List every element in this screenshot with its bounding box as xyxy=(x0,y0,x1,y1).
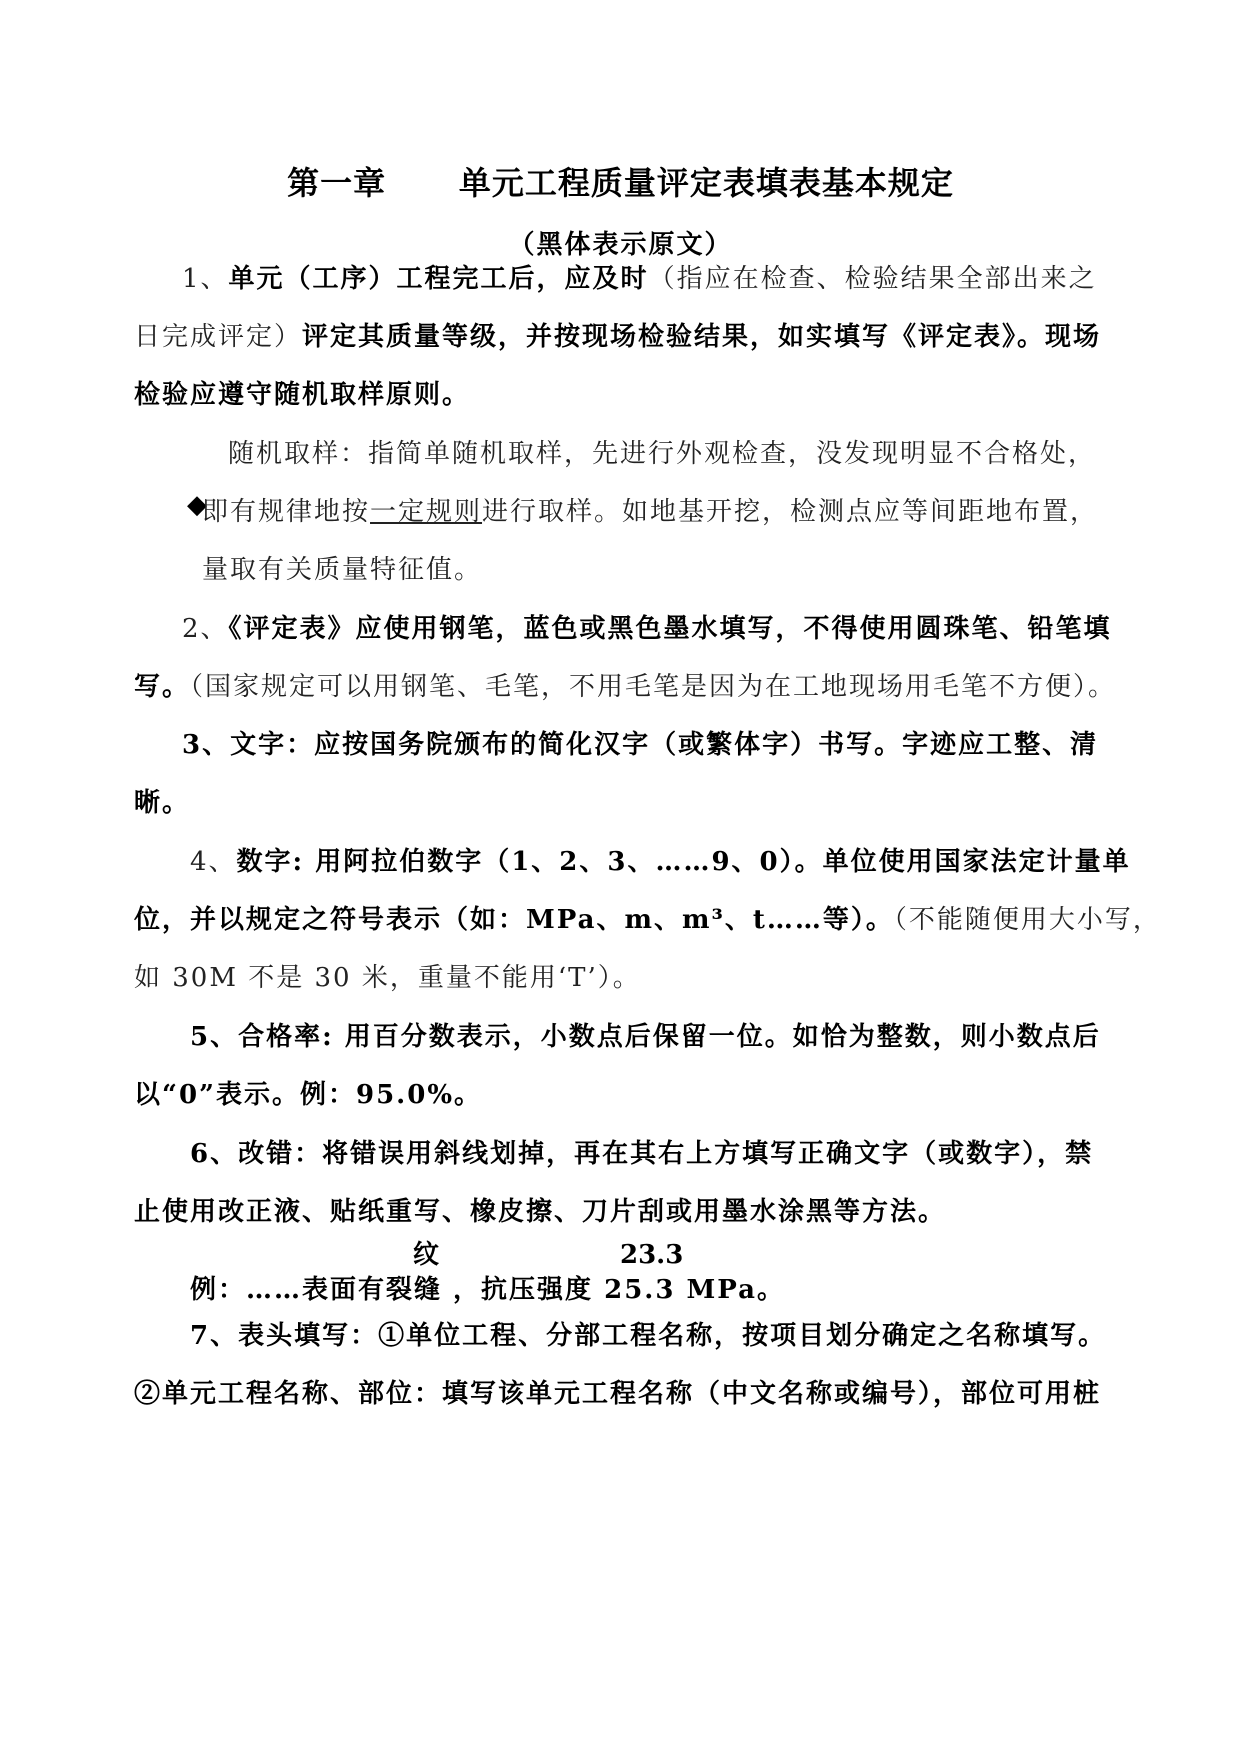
p1-note-end: 日完成评定） xyxy=(134,322,303,352)
p3-line-2: 晰。 xyxy=(134,788,191,818)
chapter-title: 第一章 单元工程质量评定表填表基本规定 xyxy=(287,164,954,202)
p4-note-text: （不能随便用大小写， xyxy=(893,905,1161,935)
p6-line-2: 止使用改正液、贴纸重写、橡皮擦、刀片刮或用墨水涂黑等方法。 xyxy=(134,1197,947,1227)
p2-number: 2、 xyxy=(182,614,229,644)
note-text-a: 即有规律地按 xyxy=(202,497,371,527)
p7-line-2: ②单元工程名称、部位：填写该单元工程名称（中文名称或编号），部位可用桩 xyxy=(134,1379,1102,1409)
note-line-1: 随机取样：指简单随机取样，先进行外观检查，没发现明显不合格处， xyxy=(228,439,1097,469)
p4-line-3: 如 30M 不是 30 米，重量不能用‘T’）。 xyxy=(134,963,641,993)
p1-line-1 xyxy=(182,262,1097,296)
p5-line-1: 5、合格率: 用百分数表示，小数点后保留一位。如恰为整数，则小数点后 xyxy=(190,1022,1101,1052)
p2-bold-end: 写。 xyxy=(134,672,191,702)
p4-line-2 xyxy=(134,903,1161,937)
p1-bold-text-2: 评定其质量等级，并按现场检验结果，如实填写《评定表》。现场 xyxy=(302,322,1102,352)
p7-line-1: 7、表头填写：①单位工程、分部工程名称，按项目划分确定之名称填写。 xyxy=(190,1321,1107,1351)
note-underlined-text: 一定规则 xyxy=(370,497,483,527)
p5-line-2: 以“0”表示。例：95.0%。 xyxy=(134,1080,483,1110)
p2-line-1 xyxy=(182,612,1112,646)
p4-line-1 xyxy=(190,845,1131,879)
p2-bold-text: 《评定表》应使用钢笔，蓝色或黑色墨水填写，不得使用圆珠笔、铅笔填 xyxy=(228,614,1112,644)
p1-number: 1、 xyxy=(182,264,229,294)
diamond-bullet-icon: ◆ xyxy=(187,490,207,520)
p2-note-text: （国家规定可以用钢笔、毛笔，不用毛笔是因为在工地现场用毛笔不方便）。 xyxy=(190,672,1117,702)
p3-line-1: 3、文字：应按国务院颁布的简化汉字（或繁体字）书写。字迹应工整、清 xyxy=(182,730,1099,760)
p1-bold-text: 单元（工序）工程完工后，应及时 xyxy=(228,264,649,294)
p1-line-3: 检验应遵守随机取样原则。 xyxy=(134,380,471,410)
note-text-b: 进行取样。如地基开挖，检测点应等间距地布置， xyxy=(482,497,1099,527)
p6-line-1: 6、改错：将错误用斜线划掉，再在其右上方填写正确文字（或数字），禁 xyxy=(190,1139,1094,1169)
example-correction-2: 23.3 xyxy=(620,1240,684,1270)
p2-line-2 xyxy=(134,670,1116,704)
p4-number: 4、 xyxy=(190,847,237,877)
example-line: 例：……表面有裂缝 ，抗压强度 25.3 MPa。 xyxy=(190,1275,785,1305)
p1-line-2 xyxy=(134,320,1101,354)
p4-bold-text: 数字: 用阿拉伯数字（1、2、3、……9、0）。单位使用国家法定计量单 xyxy=(236,847,1131,877)
example-correction-1: 纹 xyxy=(413,1240,440,1270)
note-line-2 xyxy=(202,495,1098,529)
p1-note-text: （指应在检查、检验结果全部出来之 xyxy=(648,264,1097,294)
chapter-subtitle: （黑体表示原文） xyxy=(508,230,733,260)
p4-bold-text-2: 位，并以规定之符号表示（如：MPa、m、m³、t……等）。 xyxy=(134,905,894,935)
note-line-3: 量取有关质量特征值。 xyxy=(202,555,483,585)
